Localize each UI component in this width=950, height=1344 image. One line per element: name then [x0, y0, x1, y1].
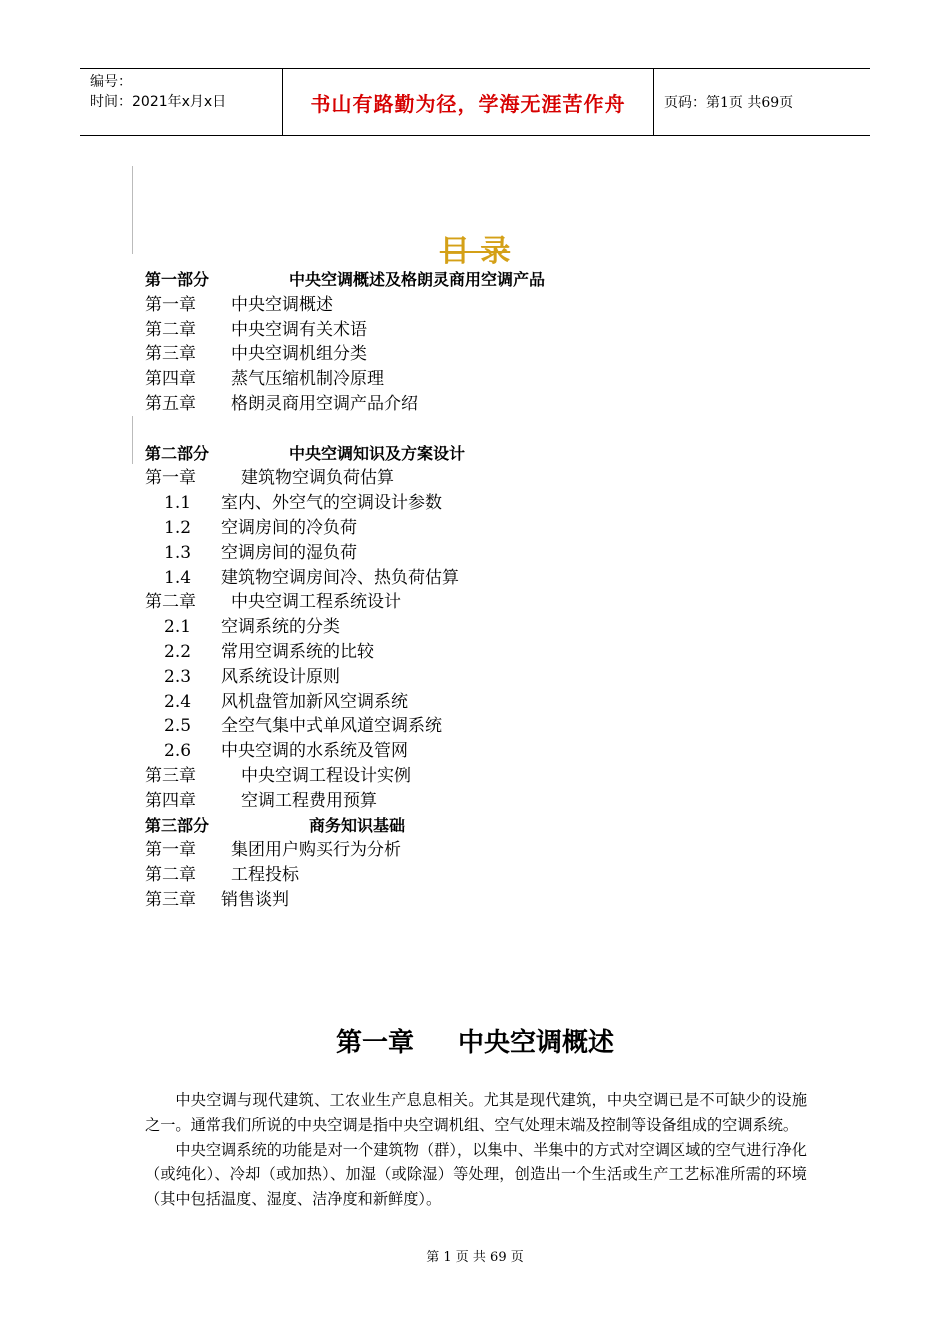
date-line: 时间：2021年x月x日	[90, 94, 227, 110]
toc-entry-title: 建筑物空调房间冷、热负荷估算	[221, 567, 459, 588]
toc-entry-label: 2.6	[164, 741, 192, 762]
toc-entry-part	[145, 814, 845, 839]
toc-entry-label: 1.1	[164, 493, 192, 514]
toc-entry-label: 2.4	[164, 691, 192, 712]
toc-entry-sub	[145, 516, 845, 541]
toc-entry-label: 第二章	[145, 319, 196, 340]
toc-entry-label: 第三部分	[145, 815, 210, 835]
toc-entry-chapter	[145, 342, 845, 367]
toc-entry-title: 空调房间的冷负荷	[221, 517, 357, 538]
toc-entry-label: 1.3	[164, 542, 192, 563]
chapter-body	[145, 1088, 807, 1212]
toc-entry-label: 第二章	[145, 592, 196, 613]
header-meta-cell	[80, 69, 283, 135]
toc-entry-sub	[145, 690, 845, 715]
header-motto-cell	[283, 69, 654, 135]
motto: 书山有路勤为径，学海无涯苦作舟	[310, 91, 626, 116]
toc-entry-title: 商务知识基础	[309, 815, 406, 835]
body-paragraph: 中央空调与现代建筑、工农业生产息息相关。尤其是现代建筑，中央空调已是不可缺少的设施之一。通常我们所说的中央空调是指中央空调机组、空气处理末端及控制等设备组成的空调系统。	[145, 1091, 807, 1134]
toc-entry-title: 室内、外空气的空调设计参数	[221, 493, 442, 514]
toc-entry-sub	[145, 714, 845, 739]
toc-entry-title: 建筑物空调负荷估算	[241, 468, 394, 489]
toc-entry-sub	[145, 615, 845, 640]
page-info: 页码：第1页 共69页	[664, 95, 794, 111]
chapter-label: 第一章	[335, 1028, 414, 1058]
toc-entry-label: 第五章	[145, 393, 196, 414]
toc-entry-title: 格朗灵商用空调产品介绍	[231, 393, 418, 414]
toc-entry-sub	[145, 491, 845, 516]
header-page-cell	[654, 69, 870, 135]
toc-entry-label: 第一部分	[145, 270, 210, 289]
toc-entry-chapter	[145, 888, 845, 913]
toc-entry-title: 中央空调工程设计实例	[241, 765, 411, 786]
toc-entry-sub	[145, 739, 845, 764]
page-footer: 第 1 页 共 69 页	[426, 1250, 524, 1265]
toc-entry-title: 中央空调概述	[231, 294, 333, 315]
toc-entry-chapter	[145, 863, 845, 888]
toc-entry-label: 第二部分	[145, 443, 210, 463]
toc-entry-title: 中央空调有关术语	[231, 319, 367, 340]
toc-entry-label: 2.1	[164, 617, 192, 638]
toc-entry-sub	[145, 541, 845, 566]
toc-entry-title: 蒸气压缩机制冷原理	[231, 369, 384, 390]
toc-entry-label: 第二章	[145, 865, 196, 886]
toc-entry-sub	[145, 665, 845, 690]
toc-entry-label: 第四章	[145, 790, 196, 811]
toc-entry-title: 全空气集中式单风道空调系统	[221, 716, 442, 737]
toc-entry-chapter	[145, 318, 845, 343]
toc-entry-label: 第三章	[145, 889, 196, 910]
toc-entry-label: 1.4	[164, 567, 192, 588]
toc-entry-chapter	[145, 293, 845, 318]
toc-entry-label: 1.2	[164, 517, 192, 538]
toc-entry-title: 中央空调的水系统及管网	[221, 741, 408, 762]
toc-entry-title: 空调工程费用预算	[241, 790, 377, 811]
toc-entry-part	[145, 442, 845, 467]
toc-entry-part	[145, 268, 845, 293]
toc-entry-chapter	[145, 764, 845, 789]
toc-entry-label: 2.2	[164, 641, 192, 662]
toc-entry-title: 风系统设计原则	[221, 666, 340, 687]
toc-entry-title: 集团用户购买行为分析	[231, 840, 401, 861]
toc-entry-sub	[145, 640, 845, 665]
toc-entry-title: 常用空调系统的比较	[221, 641, 374, 662]
toc-entry-title: 中央空调知识及方案设计	[289, 443, 466, 463]
toc-entry-title: 风机盘管加新风空调系统	[221, 691, 408, 712]
toc-entry-title: 中央空调概述及格朗灵商用空调产品	[289, 270, 546, 289]
margin-bar	[132, 416, 133, 464]
toc-title-text: 目 录	[439, 234, 511, 269]
toc-title	[0, 226, 950, 270]
toc-entry-label: 2.3	[164, 666, 192, 687]
toc-entry-title: 空调系统的分类	[221, 617, 340, 638]
table-of-contents	[145, 268, 845, 913]
toc-entry-title: 中央空调工程系统设计	[231, 592, 401, 613]
toc-entry-label: 第一章	[145, 468, 196, 489]
header-table	[80, 68, 870, 136]
toc-entry-title: 销售谈判	[221, 889, 289, 910]
toc-entry-label: 第一章	[145, 294, 196, 315]
toc-entry-chapter	[145, 392, 845, 417]
toc-entry-chapter	[145, 367, 845, 392]
chapter-title: 中央空调概述	[458, 1028, 615, 1058]
toc-entry-label: 第一章	[145, 840, 196, 861]
toc-entry-label: 2.5	[164, 716, 192, 737]
body-paragraph: 中央空调系统的功能是对一个建筑物（群），以集中、半集中的方式对空调区域的空气进行净化（或纯化）、冷却（或加热）、加湿（或除湿）等处理，创造出一个生活或生产工艺标准所需的环境（其中包括温度、湿度、洁净度和新鲜度）。	[145, 1140, 807, 1209]
toc-entry-chapter	[145, 466, 845, 491]
toc-entry-chapter	[145, 590, 845, 615]
toc-spacer	[145, 417, 845, 442]
chapter-heading	[0, 1022, 950, 1059]
toc-entry-sub	[145, 566, 845, 591]
toc-entry-chapter	[145, 789, 845, 814]
serial-label: 编号：	[90, 74, 132, 90]
toc-entry-title: 工程投标	[231, 865, 299, 886]
toc-entry-label: 第四章	[145, 369, 196, 390]
toc-entry-label: 第三章	[145, 344, 196, 365]
toc-entry-chapter	[145, 838, 845, 863]
toc-entry-title: 空调房间的湿负荷	[221, 542, 357, 563]
toc-entry-label: 第三章	[145, 765, 196, 786]
toc-entry-title: 中央空调机组分类	[231, 344, 367, 365]
